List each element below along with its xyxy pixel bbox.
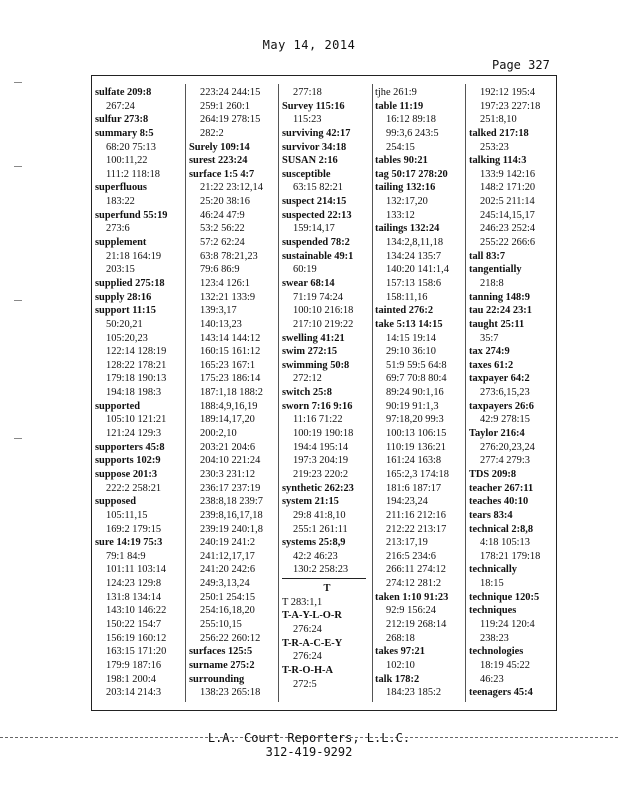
index-entry-continuation: 217:10 219:22 xyxy=(293,318,354,330)
index-entry-continuation: 273:6 xyxy=(106,223,130,235)
index-entry-continuation: 254:15 xyxy=(386,141,415,153)
index-entry-continuation: 71:19 74:24 xyxy=(293,291,343,303)
index-entry-continuation: 241:12,17,17 xyxy=(200,550,255,562)
index-entry-continuation: 212:22 213:17 xyxy=(386,523,447,535)
index-entry: surviving 42:17 xyxy=(282,127,351,139)
index-entry-continuation: 134:2,8,11,18 xyxy=(386,237,444,249)
index-entry: tears 83:4 xyxy=(469,509,513,521)
index-entry-continuation: 123:4 126:1 xyxy=(200,277,250,289)
index-column-5 xyxy=(469,86,555,704)
index-entry: Taylor 216:4 xyxy=(469,428,525,440)
index-entry-continuation: 219:23 220:2 xyxy=(293,468,349,480)
index-entry-continuation: 105:10 121:21 xyxy=(106,414,167,426)
margin-tick xyxy=(14,166,22,168)
index-entry-continuation: 90:19 91:1,3 xyxy=(386,400,439,412)
index-entry-continuation: 102:10 xyxy=(386,659,415,671)
index-entry-continuation: 187:1,18 188:2 xyxy=(200,387,263,399)
index-entry-continuation: 203:21 204:6 xyxy=(200,441,256,453)
index-entry-continuation: 121:24 129:3 xyxy=(106,428,162,440)
index-entry: supplied 275:18 xyxy=(95,277,165,289)
index-entry: talked 217:18 xyxy=(469,127,529,139)
index-entry: technical 2:8,8 xyxy=(469,523,534,535)
footer-company: L.A. Court Reporters, L.L.C. xyxy=(207,731,411,745)
index-entry-continuation: 181:6 187:17 xyxy=(386,482,442,494)
index-entry-continuation: 53:2 56:22 xyxy=(200,223,245,235)
index-entry: surest 223:24 xyxy=(189,155,248,167)
index-entry: Surely 109:14 xyxy=(189,141,250,153)
index-entry: swelling 41:21 xyxy=(282,332,345,344)
column-divider xyxy=(185,84,186,702)
index-entry: supported xyxy=(95,400,141,412)
index-entry-continuation: 223:24 244:15 xyxy=(200,87,261,98)
index-entry-continuation: 276:20,23,24 xyxy=(480,441,535,453)
index-entry-continuation: 156:19 160:12 xyxy=(106,632,167,644)
index-entry: taxpayer 64:2 xyxy=(469,373,530,385)
index-entry: take 5:13 14:15 xyxy=(375,318,443,330)
index-entry-continuation: 204:10 221:24 xyxy=(200,455,261,467)
index-entry: techniques xyxy=(469,605,517,617)
index-entry-continuation: 18:19 45:22 xyxy=(480,659,530,671)
index-entry-continuation: 184:23 185:2 xyxy=(386,687,442,699)
index-entry-continuation: 267:24 xyxy=(106,100,135,112)
index-entry-continuation: 179:9 187:16 xyxy=(106,659,162,671)
index-entry-continuation: 212:19 268:14 xyxy=(386,618,447,630)
index-entry-continuation: 134:24 135:7 xyxy=(386,250,442,262)
index-entry-continuation: 100:13 106:15 xyxy=(386,428,447,440)
index-entry-continuation: 21:18 164:19 xyxy=(106,250,162,262)
index-entry-continuation: 115:23 xyxy=(293,114,322,126)
index-entry-continuation: 249:3,13,24 xyxy=(200,578,250,590)
index-entry-continuation: 179:18 190:13 xyxy=(106,373,167,385)
index-entry-continuation: 143:10 146:22 xyxy=(106,605,167,617)
index-entry-continuation: 251:8,10 xyxy=(480,114,517,126)
index-entry-continuation: 158:11,16 xyxy=(386,291,428,303)
index-entry-continuation: 175:23 186:14 xyxy=(200,373,261,385)
index-entry-continuation: 240:19 241:2 xyxy=(200,537,256,549)
index-entry: tables 90:21 xyxy=(375,155,428,167)
index-entry: T-R-O-H-A xyxy=(282,664,333,676)
index-entry: tau 22:24 23:1 xyxy=(469,305,532,317)
index-entry-continuation: 255:10,15 xyxy=(200,618,242,630)
index-entry-continuation: 101:11 103:14 xyxy=(106,564,166,576)
index-entry: teacher 267:11 xyxy=(469,482,534,494)
index-entry-continuation: 183:22 xyxy=(106,196,135,208)
index-entry: T-R-A-C-E-Y xyxy=(282,637,343,649)
index-entry: sustainable 49:1 xyxy=(282,250,354,262)
index-entry: Survey 115:16 xyxy=(282,100,345,112)
margin-tick xyxy=(14,300,22,302)
index-entry: sworn 7:16 9:16 xyxy=(282,400,353,412)
index-entry-continuation: 25:20 38:16 xyxy=(200,196,250,208)
index-entry-continuation: 194:4 195:14 xyxy=(293,441,349,453)
index-entry: susceptible xyxy=(282,168,331,180)
index-entry-continuation: 92:9 156:24 xyxy=(386,605,436,617)
index-entry-continuation: 51:9 59:5 64:8 xyxy=(386,359,447,371)
index-entry: TDS 209:8 xyxy=(469,468,517,480)
index-entry-continuation: 161:24 163:8 xyxy=(386,455,442,467)
index-entry-continuation: 89:24 90:1,16 xyxy=(386,387,444,399)
index-entry: talking 114:3 xyxy=(469,155,527,167)
index-entry-continuation: 236:17 237:19 xyxy=(200,482,261,494)
index-entry-continuation: 202:5 211:14 xyxy=(480,196,535,208)
index-entry-continuation: 192:12 195:4 xyxy=(480,87,536,98)
index-entry: table 11:19 xyxy=(375,100,424,112)
index-column-2 xyxy=(189,86,277,704)
index-entry: talk 178:2 xyxy=(375,673,420,685)
index-entry-continuation: 160:15 161:12 xyxy=(200,346,261,358)
index-entry-continuation: 130:2 258:23 xyxy=(293,564,349,576)
page-header-date: May 14, 2014 xyxy=(262,38,356,52)
index-entry: supports 102:9 xyxy=(95,455,161,467)
index-entry-continuation: 238:23 xyxy=(480,632,509,644)
index-entry: teenagers 45:4 xyxy=(469,687,533,699)
index-entry: T-A-Y-L-O-R xyxy=(282,610,342,622)
letter-section-rule xyxy=(282,578,366,580)
index-entry-continuation: 138:23 265:18 xyxy=(200,687,261,699)
index-entry: surrounding xyxy=(189,673,245,685)
index-entry-continuation: 266:11 274:12 xyxy=(386,564,446,576)
index-entry-continuation: 122:14 128:19 xyxy=(106,346,167,358)
index-entry-continuation: 100:10 216:18 xyxy=(293,305,354,317)
index-entry-continuation: 241:20 242:6 xyxy=(200,564,256,576)
index-entry-continuation: 68:20 75:13 xyxy=(106,141,156,153)
index-entry-continuation: 213:17,19 xyxy=(386,537,428,549)
index-entry: swimming 50:8 xyxy=(282,359,350,371)
index-entry: supply 28:16 xyxy=(95,291,152,303)
index-entry: swear 68:14 xyxy=(282,277,335,289)
index-entry-continuation: 256:22 260:12 xyxy=(200,632,261,644)
index-entry: summary 8:5 xyxy=(95,127,154,139)
index-entry-continuation: 139:3,17 xyxy=(200,305,237,317)
column-divider xyxy=(465,84,466,702)
index-entry-continuation: 133:9 142:16 xyxy=(480,168,536,180)
index-entry-continuation: 273:6,15,23 xyxy=(480,387,530,399)
index-entry: tanning 148:9 xyxy=(469,291,530,303)
index-entry: teaches 40:10 xyxy=(469,496,529,508)
index-entry-continuation: 21:22 23:12,14 xyxy=(200,182,263,194)
index-entry: tailings 132:24 xyxy=(375,223,440,235)
index-entry-continuation: 197:23 227:18 xyxy=(480,100,541,112)
index-entry-continuation: 124:23 129:8 xyxy=(106,578,162,590)
index-entry-continuation: 178:21 179:18 xyxy=(480,550,541,562)
index-entry-continuation: 140:13,23 xyxy=(200,318,242,330)
index-entry-continuation: 100:11,22 xyxy=(106,155,148,167)
index-entry-continuation: 239:8,16,17,18 xyxy=(200,509,263,521)
index-entry-continuation: 163:15 171:20 xyxy=(106,646,167,658)
index-entry-continuation: 264:19 278:15 xyxy=(200,114,261,126)
index-entry-continuation: 259:1 260:1 xyxy=(200,100,250,112)
index-entry-continuation: 150:22 154:7 xyxy=(106,618,162,630)
index-entry: tax 274:9 xyxy=(469,346,510,358)
index-entry-continuation: 105:11,15 xyxy=(106,509,148,521)
index-entry-continuation: 189:14,17,20 xyxy=(200,414,255,426)
column-divider xyxy=(372,84,373,702)
index-entry-continuation: 255:22 266:6 xyxy=(480,237,536,249)
index-entry-continuation: 105:20,23 xyxy=(106,332,148,344)
index-entry-continuation: 132:17,20 xyxy=(386,196,428,208)
index-entry-continuation: 79:1 84:9 xyxy=(106,550,146,562)
index-column-1 xyxy=(95,86,181,704)
footer-phone: 312-419-9292 xyxy=(265,745,353,759)
index-entry-continuation: 128:22 178:21 xyxy=(106,359,167,371)
index-entry: supposed xyxy=(95,496,137,508)
index-entry: taxpayers 26:6 xyxy=(469,400,534,412)
index-entry-continuation: 42:9 278:15 xyxy=(480,414,530,426)
index-entry-continuation: 69:7 70:8 80:4 xyxy=(386,373,447,385)
index-entry: tjhe 261:9 xyxy=(375,87,417,98)
index-entry-continuation: 157:13 158:6 xyxy=(386,277,442,289)
index-entry-continuation: 57:2 62:24 xyxy=(200,237,245,249)
index-entry: SUSAN 2:16 xyxy=(282,155,338,167)
index-entry: switch 25:8 xyxy=(282,387,332,399)
index-entry: swim 272:15 xyxy=(282,346,338,358)
index-entry-continuation: 165:23 167:1 xyxy=(200,359,256,371)
index-entry: system 21:15 xyxy=(282,496,339,508)
page-number: Page 327 xyxy=(492,58,550,72)
index-entry-continuation: 194:23,24 xyxy=(386,496,428,508)
index-entry-continuation: 148:2 171:20 xyxy=(480,182,536,194)
index-entry-continuation: 79:6 86:9 xyxy=(200,264,240,276)
index-entry-continuation: 254:16,18,20 xyxy=(200,605,255,617)
index-entry-continuation: 111:2 118:18 xyxy=(106,168,160,180)
index-entry-continuation: 203:15 xyxy=(106,264,135,276)
index-entry-continuation: 250:1 254:15 xyxy=(200,591,256,603)
index-entry-continuation: 197:3 204:19 xyxy=(293,455,349,467)
index-entry-continuation: 143:14 144:12 xyxy=(200,332,261,344)
index-entry: tall 83:7 xyxy=(469,250,506,262)
index-entry-continuation: 119:24 120:4 xyxy=(480,618,535,630)
index-entry: tailing 132:16 xyxy=(375,182,436,194)
index-entry: supplement xyxy=(95,237,147,249)
index-entry-continuation: 194:18 198:3 xyxy=(106,387,162,399)
index-entry-continuation: 200:2,10 xyxy=(200,428,237,440)
index-entry-continuation: 29:10 36:10 xyxy=(386,346,436,358)
index-entry: surname 275:2 xyxy=(189,659,255,671)
index-entry: taxes 61:2 xyxy=(469,359,514,371)
index-entry: taken 1:10 91:23 xyxy=(375,591,449,603)
index-entry: suspect 214:15 xyxy=(282,196,347,208)
index-entry-continuation: 276:24 xyxy=(293,651,322,663)
index-entry-continuation: 274:12 281:2 xyxy=(386,578,442,590)
index-entry-continuation: 277:4 279:3 xyxy=(480,455,530,467)
index-entry-continuation: 245:14,15,17 xyxy=(480,209,535,221)
index-entry-continuation: 272:12 xyxy=(293,373,322,385)
index-entry: supporters 45:8 xyxy=(95,441,165,453)
index-column-4 xyxy=(375,86,465,704)
index-entry-continuation: 253:23 xyxy=(480,141,509,153)
index-entry: sulfate 209:8 xyxy=(95,87,152,98)
index-entry: technique 120:5 xyxy=(469,591,540,603)
index-entry: T 283:1,1 xyxy=(282,596,323,608)
index-entry-continuation: 14:15 19:14 xyxy=(386,332,436,344)
index-entry: survivor 34:18 xyxy=(282,141,347,153)
index-entry: synthetic 262:23 xyxy=(282,482,354,494)
index-entry-continuation: 63:15 82:21 xyxy=(293,182,343,194)
index-entry-continuation: 97:18,20 99:3 xyxy=(386,414,444,426)
index-entry-continuation: 35:7 xyxy=(480,332,499,344)
index-entry-continuation: 222:2 258:21 xyxy=(106,482,162,494)
index-entry-continuation: 282:2 xyxy=(200,127,224,139)
index-entry-continuation: 46:23 xyxy=(480,673,504,685)
index-entry-continuation: 11:16 71:22 xyxy=(293,414,343,426)
index-entry-continuation: 198:1 200:4 xyxy=(106,673,156,685)
index-entry-continuation: 63:8 78:21,23 xyxy=(200,250,258,262)
index-entry-continuation: 131:8 134:14 xyxy=(106,591,162,603)
index-entry: suppose 201:3 xyxy=(95,468,158,480)
index-entry-continuation: 50:20,21 xyxy=(106,318,143,330)
column-divider xyxy=(278,84,279,702)
index-entry: surfaces 125:5 xyxy=(189,646,253,658)
index-entry-continuation: 100:19 190:18 xyxy=(293,428,354,440)
index-entry: sure 14:19 75:3 xyxy=(95,537,163,549)
index-entry: tag 50:17 278:20 xyxy=(375,168,448,180)
index-entry: taught 25:11 xyxy=(469,318,525,330)
index-entry: systems 25:8,9 xyxy=(282,537,346,549)
index-entry-continuation: 268:18 xyxy=(386,632,415,644)
index-entry-continuation: 16:12 89:18 xyxy=(386,114,436,126)
index-entry-continuation: 60:19 xyxy=(293,264,317,276)
index-entry: suspected 22:13 xyxy=(282,209,352,221)
index-entry: superfluous xyxy=(95,182,147,194)
index-entry-continuation: 238:8,18 239:7 xyxy=(200,496,263,508)
index-entry: surface 1:5 4:7 xyxy=(189,168,255,180)
index-entry-continuation: 99:3,6 243:5 xyxy=(386,127,439,139)
index-column-3 xyxy=(282,86,372,704)
index-entry-continuation: 211:16 212:16 xyxy=(386,509,446,521)
index-entry-continuation: 169:2 179:15 xyxy=(106,523,162,535)
index-entry-continuation: 239:19 240:1,8 xyxy=(200,523,263,535)
index-entry-continuation: 165:2,3 174:18 xyxy=(386,468,449,480)
index-entry: tangentially xyxy=(469,264,522,276)
index-entry-continuation: 277:18 xyxy=(293,87,322,98)
index-entry-continuation: 29:8 41:8,10 xyxy=(293,509,346,521)
index-entry-continuation: 4:18 105:13 xyxy=(480,537,530,549)
index-entry-continuation: 218:8 xyxy=(480,277,504,289)
index-entry-continuation: 276:24 xyxy=(293,623,322,635)
index-entry: tainted 276:2 xyxy=(375,305,434,317)
index-entry: sulfur 273:8 xyxy=(95,114,149,126)
index-entry-continuation: 216:5 234:6 xyxy=(386,550,436,562)
index-entry-continuation: 188:4,9,16,19 xyxy=(200,400,258,412)
index-entry-continuation: 46:24 47:9 xyxy=(200,209,245,221)
index-entry-continuation: 246:23 252:4 xyxy=(480,223,536,235)
letter-section-heading: T xyxy=(323,583,331,595)
index-entry-continuation: 18:15 xyxy=(480,578,504,590)
index-entry-continuation: 203:14 214:3 xyxy=(106,687,162,699)
index-entry: suspended 78:2 xyxy=(282,237,350,249)
index-entry-continuation: 159:14,17 xyxy=(293,223,335,235)
index-entry-continuation: 42:2 46:23 xyxy=(293,550,338,562)
index-entry: technologies xyxy=(469,646,524,658)
index-entry-continuation: 133:12 xyxy=(386,209,415,221)
margin-tick xyxy=(14,438,22,440)
index-entry-continuation: 230:3 231:12 xyxy=(200,468,256,480)
index-entry: takes 97:21 xyxy=(375,646,425,658)
index-entry: superfund 55:19 xyxy=(95,209,168,221)
index-entry-continuation: 110:19 136:21 xyxy=(386,441,446,453)
index-entry-continuation: 272:5 xyxy=(293,678,317,690)
word-index-box xyxy=(91,75,557,711)
index-entry: support 11:15 xyxy=(95,305,156,317)
margin-tick xyxy=(14,82,22,84)
index-entry: technically xyxy=(469,564,517,576)
index-entry-continuation: 132:21 133:9 xyxy=(200,291,256,303)
index-entry-continuation: 140:20 141:1,4 xyxy=(386,264,449,276)
index-entry-continuation: 255:1 261:11 xyxy=(293,523,348,535)
